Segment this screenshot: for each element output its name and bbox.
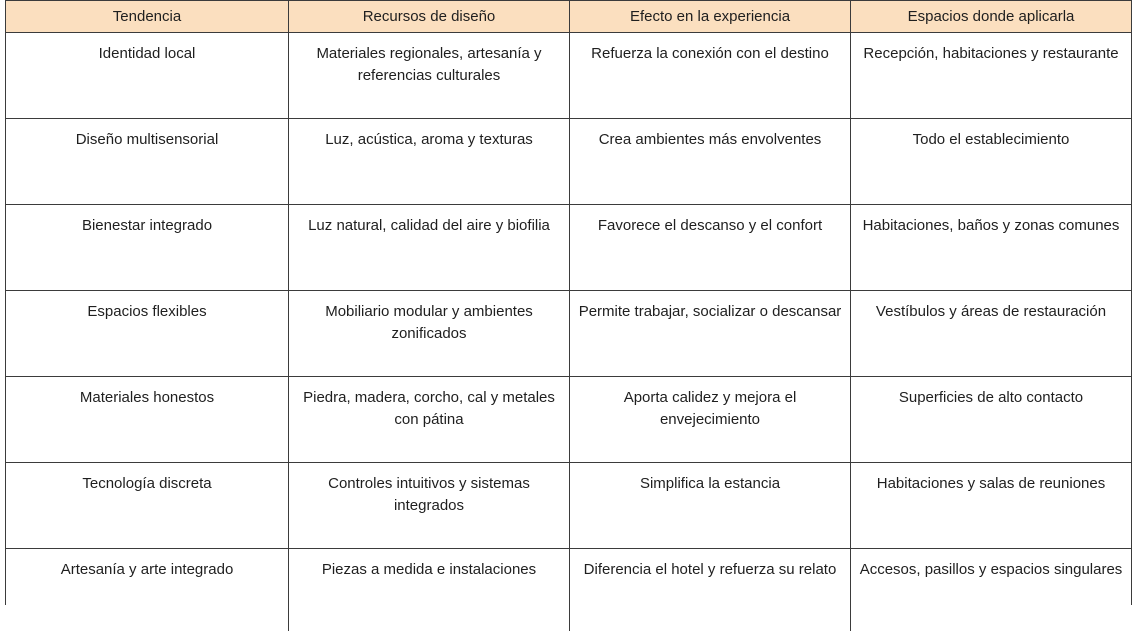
table-cell: Accesos, pasillos y espacios singulares [850,549,1131,631]
table-row [6,205,1131,291]
table-cell: Crea ambientes más envolventes [569,119,850,204]
table-row [6,549,1131,631]
table-cell: Artesanía y arte integrado [60,561,234,578]
table-cell: Controles intuitivos y sistemas integrados [288,463,569,548]
table-row [6,377,1131,463]
table-row [6,33,1131,119]
table-cell: Todo el establecimiento [850,119,1131,204]
trends-table [5,0,1132,605]
header-cell-espacios: Espacios donde aplicarla [850,1,1131,32]
table-cell: Materiales regionales, artesanía y referencias culturales [288,33,569,118]
table-cell: Mobiliario modular y ambientes zonificados [288,291,569,376]
table-cell: Tecnología discreta [82,475,212,492]
table-cell: Habitaciones y salas de reuniones [850,463,1131,548]
table-cell: Materiales honestos [79,389,215,406]
table-header-row [6,0,1131,33]
table-cell: Vestíbulos y áreas de restauración [850,291,1131,376]
table-cell: Habitaciones, baños y zonas comunes [850,205,1131,290]
table-cell: Piedra, madera, corcho, cal y metales con pátina [288,377,569,462]
table-cell: Diseño multisensorial [75,131,219,148]
header-cell-recursos: Recursos de diseño [288,1,569,32]
table-row [6,291,1131,377]
table-cell: Simplifica la estancia [569,463,850,548]
table-cell: Recepción, habitaciones y restaurante [850,33,1131,118]
table-cell: Bienestar integrado [81,217,213,234]
table-cell: Permite trabajar, socializar o descansar [569,291,850,376]
table-cell: Piezas a medida e instalaciones [288,549,569,631]
table-row [6,463,1131,549]
header-cell-tendencia: Tendencia [112,8,182,25]
table-cell: Aporta calidez y mejora el envejecimiento [569,377,850,462]
table-cell: Diferencia el hotel y refuerza su relato [569,549,850,631]
table-cell: Refuerza la conexión con el destino [569,33,850,118]
table-cell: Identidad local [98,45,196,62]
table-row [6,119,1131,205]
table-cell: Favorece el descanso y el confort [569,205,850,290]
table-cell: Luz, acústica, aroma y texturas [288,119,569,204]
table-cell: Luz natural, calidad del aire y biofilia [288,205,569,290]
header-cell-efecto: Efecto en la experiencia [569,1,850,32]
table-cell: Superficies de alto contacto [850,377,1131,462]
table-cell: Espacios flexibles [87,303,207,320]
